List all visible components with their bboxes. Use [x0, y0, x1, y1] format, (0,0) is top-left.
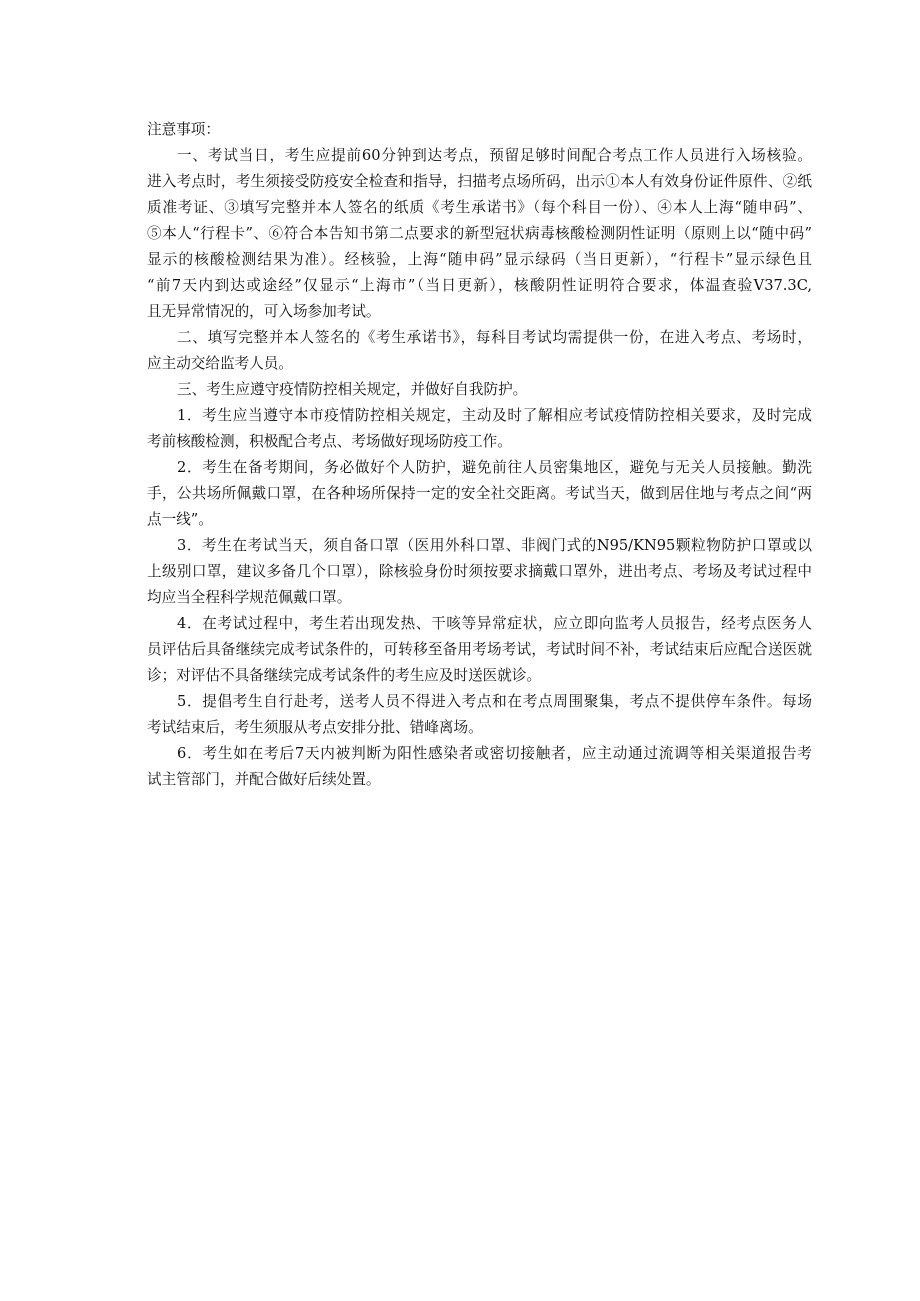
paragraph — [147, 741, 812, 793]
paragraph-line: 二、填写完整并本人签名的《考生承诺书》，每科目考试均需提供一份，在进入考点、考场时， — [177, 329, 812, 346]
paragraph-line: 1．考生应当遵守本市疫情防控相关规定，主动及时了解相应考试疫情防控相关要求，及时完成 — [177, 407, 812, 424]
paragraph-line: “前7天内到达或途经”仅显示“上海市”（当日更新），核酸阴性证明符合要求，体温查验V37.3C, — [147, 277, 812, 294]
paragraph-line: ⑤本人“行程卡”、⑥符合本告知书第二点要求的新型冠状病毒核酸检测阴性证明（原则上以“随中码” — [147, 225, 812, 242]
paragraph-line: 三、考生应遵守疫情防控相关规定，并做好自我防护。 — [177, 381, 528, 398]
paragraph-line: 4．在考试过程中，考生若出现发热、干咳等异常症状，应立即向监考人员报告，经考点医务人 — [177, 615, 812, 632]
paragraph-line: 5．提倡考生自行赴考，送考人员不得进入考点和在考点周围聚集，考点不提供停车条件。每场 — [177, 693, 812, 710]
paragraph-line: 考试结束后，考生须服从考点安排分批、错峰离场。 — [147, 719, 483, 736]
paragraph-list — [147, 143, 812, 793]
paragraph-line: 点一线”。 — [147, 511, 213, 528]
paragraph-line: 均应当全程科学规范佩戴口罩。 — [147, 589, 352, 606]
paragraph-line: 诊；对评估不具备继续完成考试条件的考生应及时送医就诊。 — [147, 667, 542, 684]
paragraph-line: 手，公共场所佩戴口罩，在各种场所保持一定的安全社交距离。考试当天，做到居住地与考点之间“两 — [147, 485, 812, 502]
paragraph — [147, 377, 812, 403]
paragraph — [147, 455, 812, 533]
paragraph-line: 一、考试当日，考生应提前60分钟到达考点，预留足够时间配合考点工作人员进行入场核验。 — [177, 147, 812, 164]
paragraph-line: 进入考点时，考生须接受防疫安全检查和指导，扫描考点场所码，出示①本人有效身份证件原件、②纸 — [147, 173, 812, 190]
paragraph — [147, 403, 812, 455]
document-body — [147, 117, 812, 793]
paragraph-line: 3．考生在考试当天，须自备口罩（医用外科口罩、非阀门式的N95/KN95颗粒物防护口罩或以 — [177, 537, 812, 554]
paragraph — [147, 611, 812, 689]
paragraph-line: 试主管部门，并配合做好后续处置。 — [147, 771, 381, 788]
paragraph-line: 6．考生如在考后7天内被判断为阳性感染者或密切接触者，应主动通过流调等相关渠道报告考 — [177, 745, 812, 762]
paragraph-line: 上级别口罩，建议多备几个口罩），除核验身份时须按要求摘戴口罩外，进出考点、考场及考试过程中 — [147, 563, 812, 580]
paragraph-line: 员评估后具备继续完成考试条件的，可转移至备用考场考试，考试时间不补，考试结束后应配合送医就 — [147, 641, 812, 658]
paragraph-line: 质准考证、③填写完整并本人签名的纸质《考生承诺书》（每个科目一份）、④本人上海“随申码”、 — [147, 199, 812, 216]
paragraph — [147, 143, 812, 325]
paragraph — [147, 325, 812, 377]
paragraph-line: 且无异常情况的，可入场参加考试。 — [147, 303, 381, 320]
paragraph-line: 应主动交给监考人员。 — [147, 355, 293, 372]
paragraph-line: 考前核酸检测，积极配合考点、考场做好现场防疫工作。 — [147, 433, 512, 450]
notice-heading: 注意事项： — [147, 121, 220, 138]
paragraph-line: 显示的核酸检测结果为准）。经核验，上海“随申码”显示绿码（当日更新），“行程卡”显示绿色且 — [147, 251, 812, 268]
paragraph — [147, 689, 812, 741]
paragraph — [147, 533, 812, 611]
paragraph-line: 2．考生在备考期间，务必做好个人防护，避免前往人员密集地区，避免与无关人员接触。勤洗 — [177, 459, 812, 476]
